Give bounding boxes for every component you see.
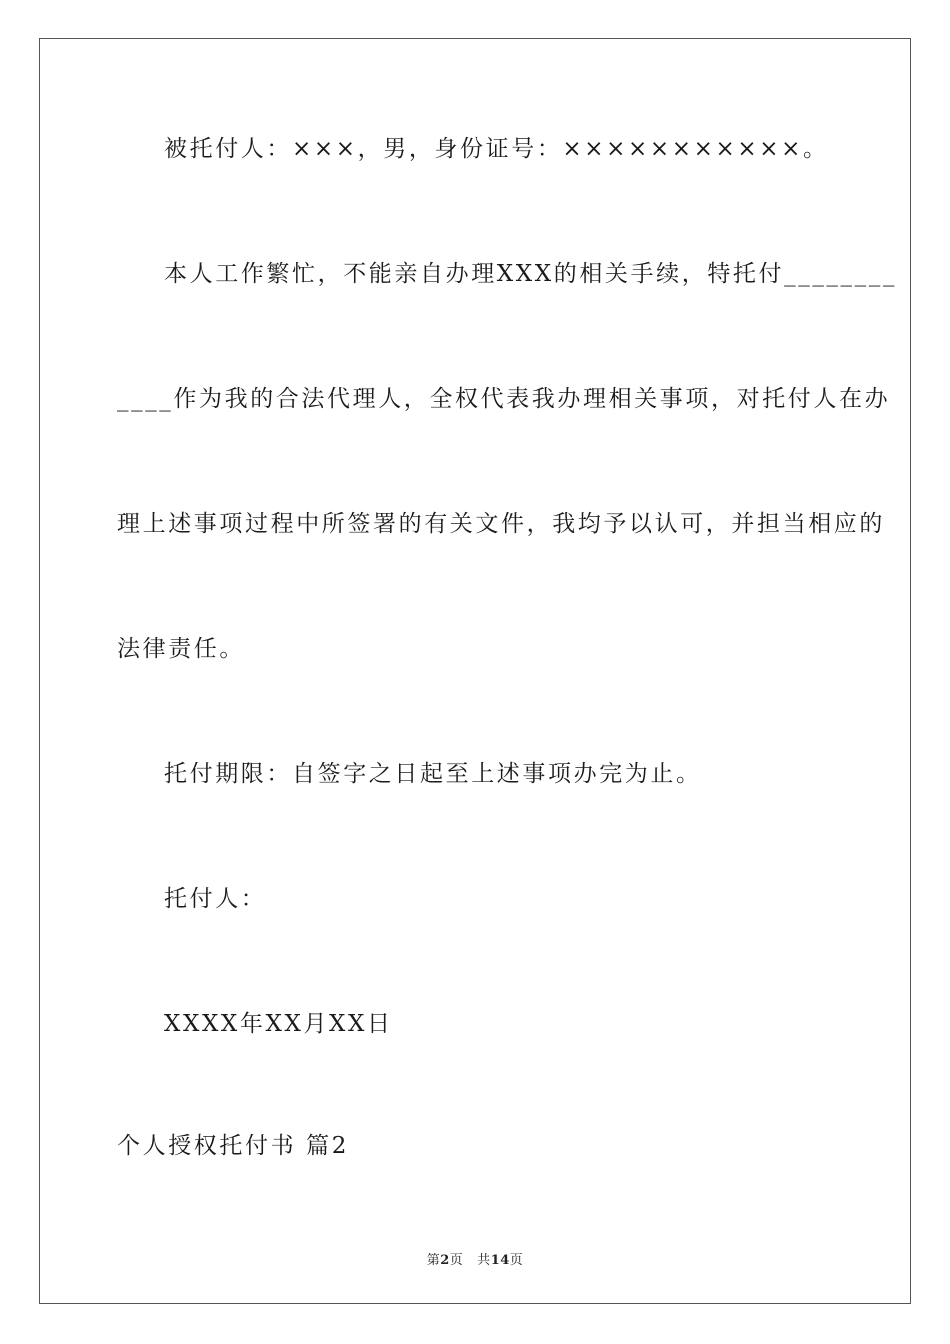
page-total: 14 (490, 1253, 510, 1268)
body-paragraph-line-1: 本人工作繁忙，不能亲自办理XXX的相关手续，特托付________ (164, 261, 897, 287)
page-suffix: 页 (449, 1253, 464, 1268)
term-line: 托付期限：自签字之日起至上述事项办完为止。 (164, 761, 702, 787)
total-suffix: 页 (509, 1253, 524, 1268)
principal-line: 被托付人：×××，男，身份证号：×××××××××××。 (164, 136, 829, 162)
page-prefix: 第 (426, 1253, 441, 1268)
body-paragraph-line-4: 法律责任。 (117, 636, 245, 662)
page-frame (39, 38, 911, 1304)
section-title: 个人授权托付书 篇2 (117, 1133, 349, 1159)
page-footer (0, 1249, 950, 1268)
date-line: XXXX年XX月XX日 (164, 1011, 393, 1037)
page-current: 2 (440, 1253, 450, 1268)
body-paragraph-line-2: ____作为我的合法代理人，全权代表我办理相关事项，对托付人在办 (117, 386, 891, 412)
signer-label: 托付人： (164, 886, 267, 912)
total-prefix: 共 (477, 1253, 491, 1268)
body-paragraph-line-3: 理上述事项过程中所签署的有关文件，我均予以认可，并担当相应的 (117, 511, 885, 537)
